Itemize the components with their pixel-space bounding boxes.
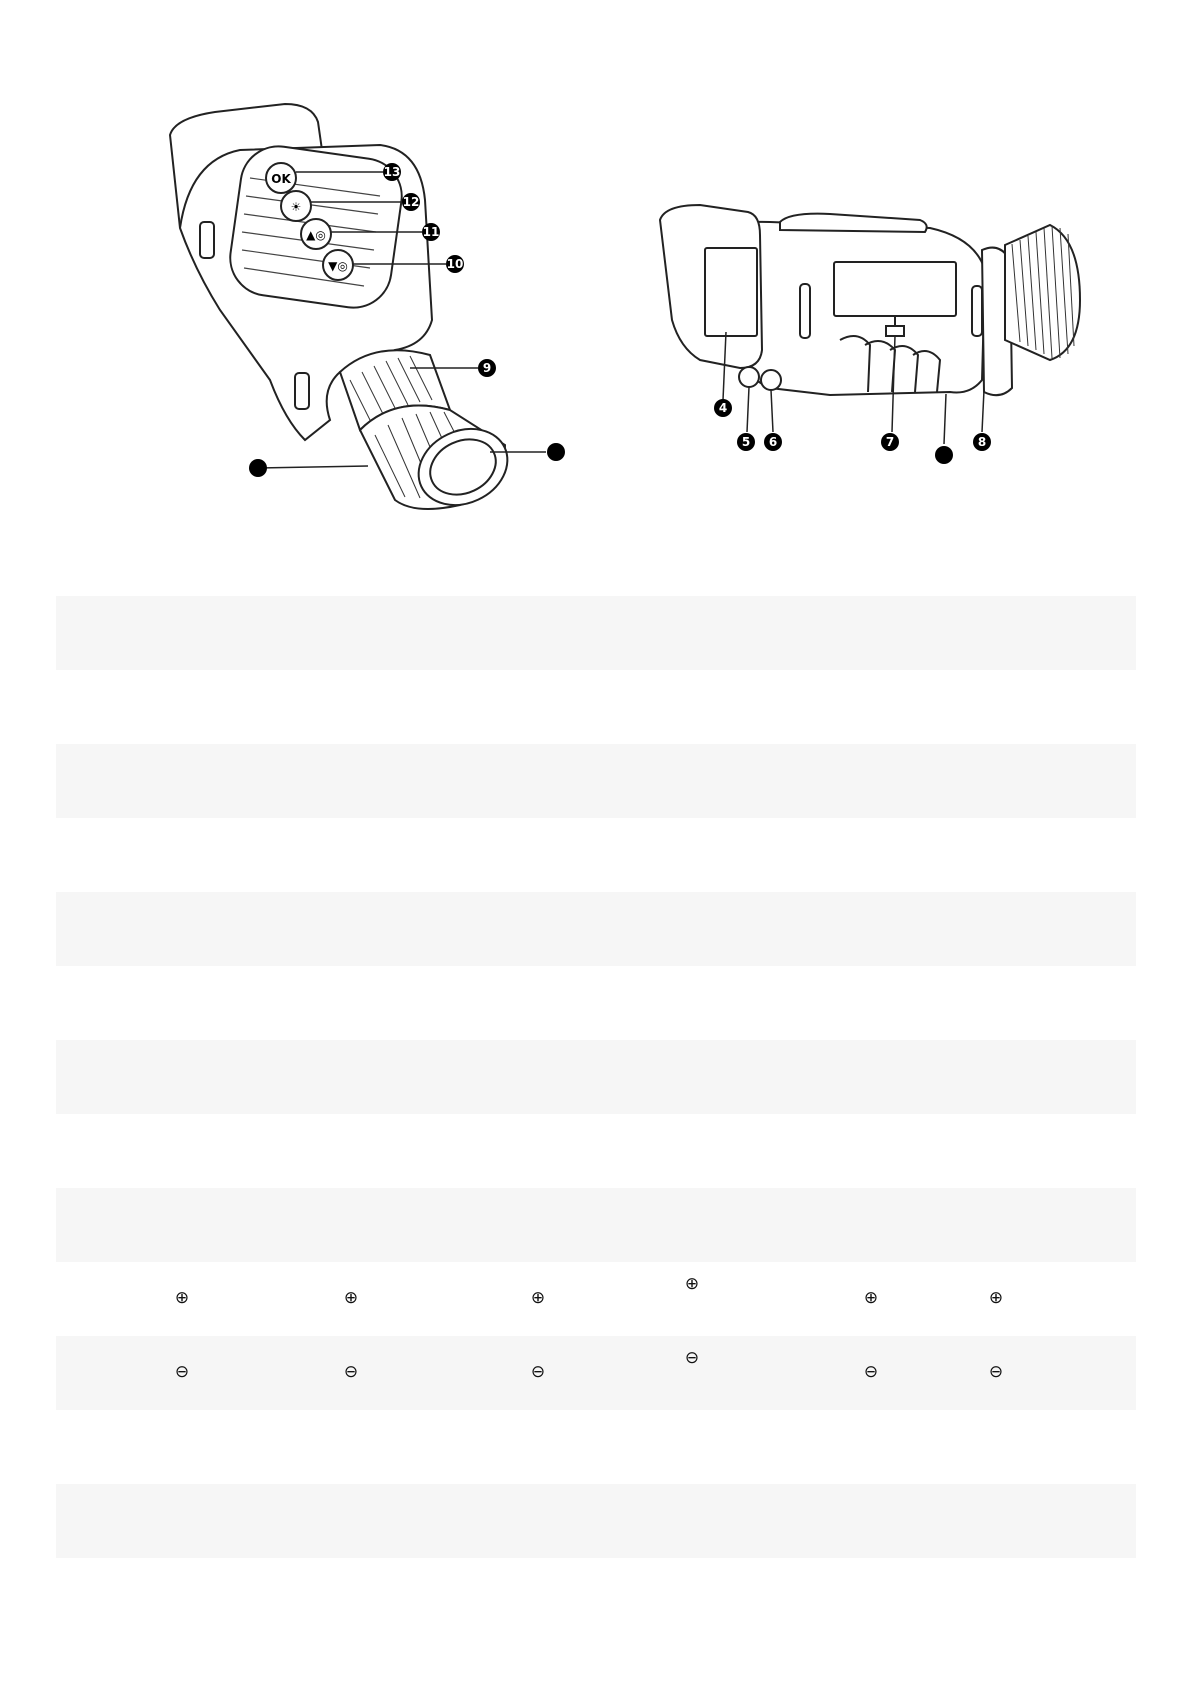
monocular-top-view bbox=[170, 104, 546, 519]
table-row-minus bbox=[56, 1336, 1136, 1410]
minus-symbol-icon: ⊖ bbox=[530, 1362, 546, 1382]
minus-symbol-icon: ⊖ bbox=[684, 1348, 700, 1368]
table-row bbox=[56, 744, 1136, 818]
table-row bbox=[56, 1410, 1136, 1484]
callout-label: 12 bbox=[402, 195, 420, 209]
callout-dot-unlabeled bbox=[249, 459, 267, 477]
callout-dot-unlabeled bbox=[547, 443, 565, 461]
plus-symbol-icon: ⊕ bbox=[684, 1274, 700, 1294]
table-row bbox=[56, 818, 1136, 892]
callout-label: 4 bbox=[718, 401, 728, 415]
callout-8 bbox=[973, 433, 991, 451]
table-row bbox=[56, 1188, 1136, 1262]
table-row-plus bbox=[56, 1262, 1136, 1336]
callout-label: 13 bbox=[383, 165, 401, 179]
callout-11 bbox=[422, 223, 440, 241]
callout-label: 8 bbox=[977, 435, 987, 449]
callout-9 bbox=[478, 359, 496, 377]
plus-symbol-icon: ⊕ bbox=[174, 1288, 190, 1308]
callout-5 bbox=[737, 433, 755, 451]
callout-12 bbox=[402, 193, 420, 211]
plus-symbol-icon: ⊕ bbox=[988, 1288, 1004, 1308]
table-row bbox=[56, 1484, 1136, 1558]
table-row bbox=[56, 670, 1136, 744]
button-label-up: ▲◎ bbox=[306, 228, 326, 242]
callout-label: 9 bbox=[482, 361, 492, 375]
table-row bbox=[56, 1114, 1136, 1188]
button-label-down: ▼◎ bbox=[328, 259, 348, 273]
minus-symbol-icon: ⊖ bbox=[174, 1362, 190, 1382]
button-label-ok: OK bbox=[271, 172, 291, 186]
callout-4 bbox=[714, 399, 732, 417]
callout-label: 10 bbox=[446, 257, 464, 271]
callout-13 bbox=[383, 163, 401, 181]
device-illustrations bbox=[0, 0, 1191, 540]
callout-label: 7 bbox=[885, 435, 895, 449]
plus-symbol-icon: ⊕ bbox=[530, 1288, 546, 1308]
callout-10 bbox=[446, 255, 464, 273]
table-row bbox=[56, 966, 1136, 1040]
table-row bbox=[56, 892, 1136, 966]
spec-table bbox=[56, 596, 1136, 1558]
minus-symbol-icon: ⊖ bbox=[863, 1362, 879, 1382]
callout-6 bbox=[764, 433, 782, 451]
plus-symbol-icon: ⊕ bbox=[863, 1288, 879, 1308]
button-label-brightness: ☀ bbox=[290, 200, 302, 214]
callout-label: 11 bbox=[422, 225, 440, 239]
minus-symbol-icon: ⊖ bbox=[988, 1362, 1004, 1382]
minus-symbol-icon: ⊖ bbox=[343, 1362, 359, 1382]
table-row bbox=[56, 1040, 1136, 1114]
callout-label: 6 bbox=[768, 435, 778, 449]
plus-symbol-icon: ⊕ bbox=[343, 1288, 359, 1308]
callout-7 bbox=[881, 433, 899, 451]
table-row bbox=[56, 596, 1136, 670]
callout-label: 5 bbox=[741, 435, 751, 449]
callout-dot-unlabeled bbox=[935, 446, 953, 464]
